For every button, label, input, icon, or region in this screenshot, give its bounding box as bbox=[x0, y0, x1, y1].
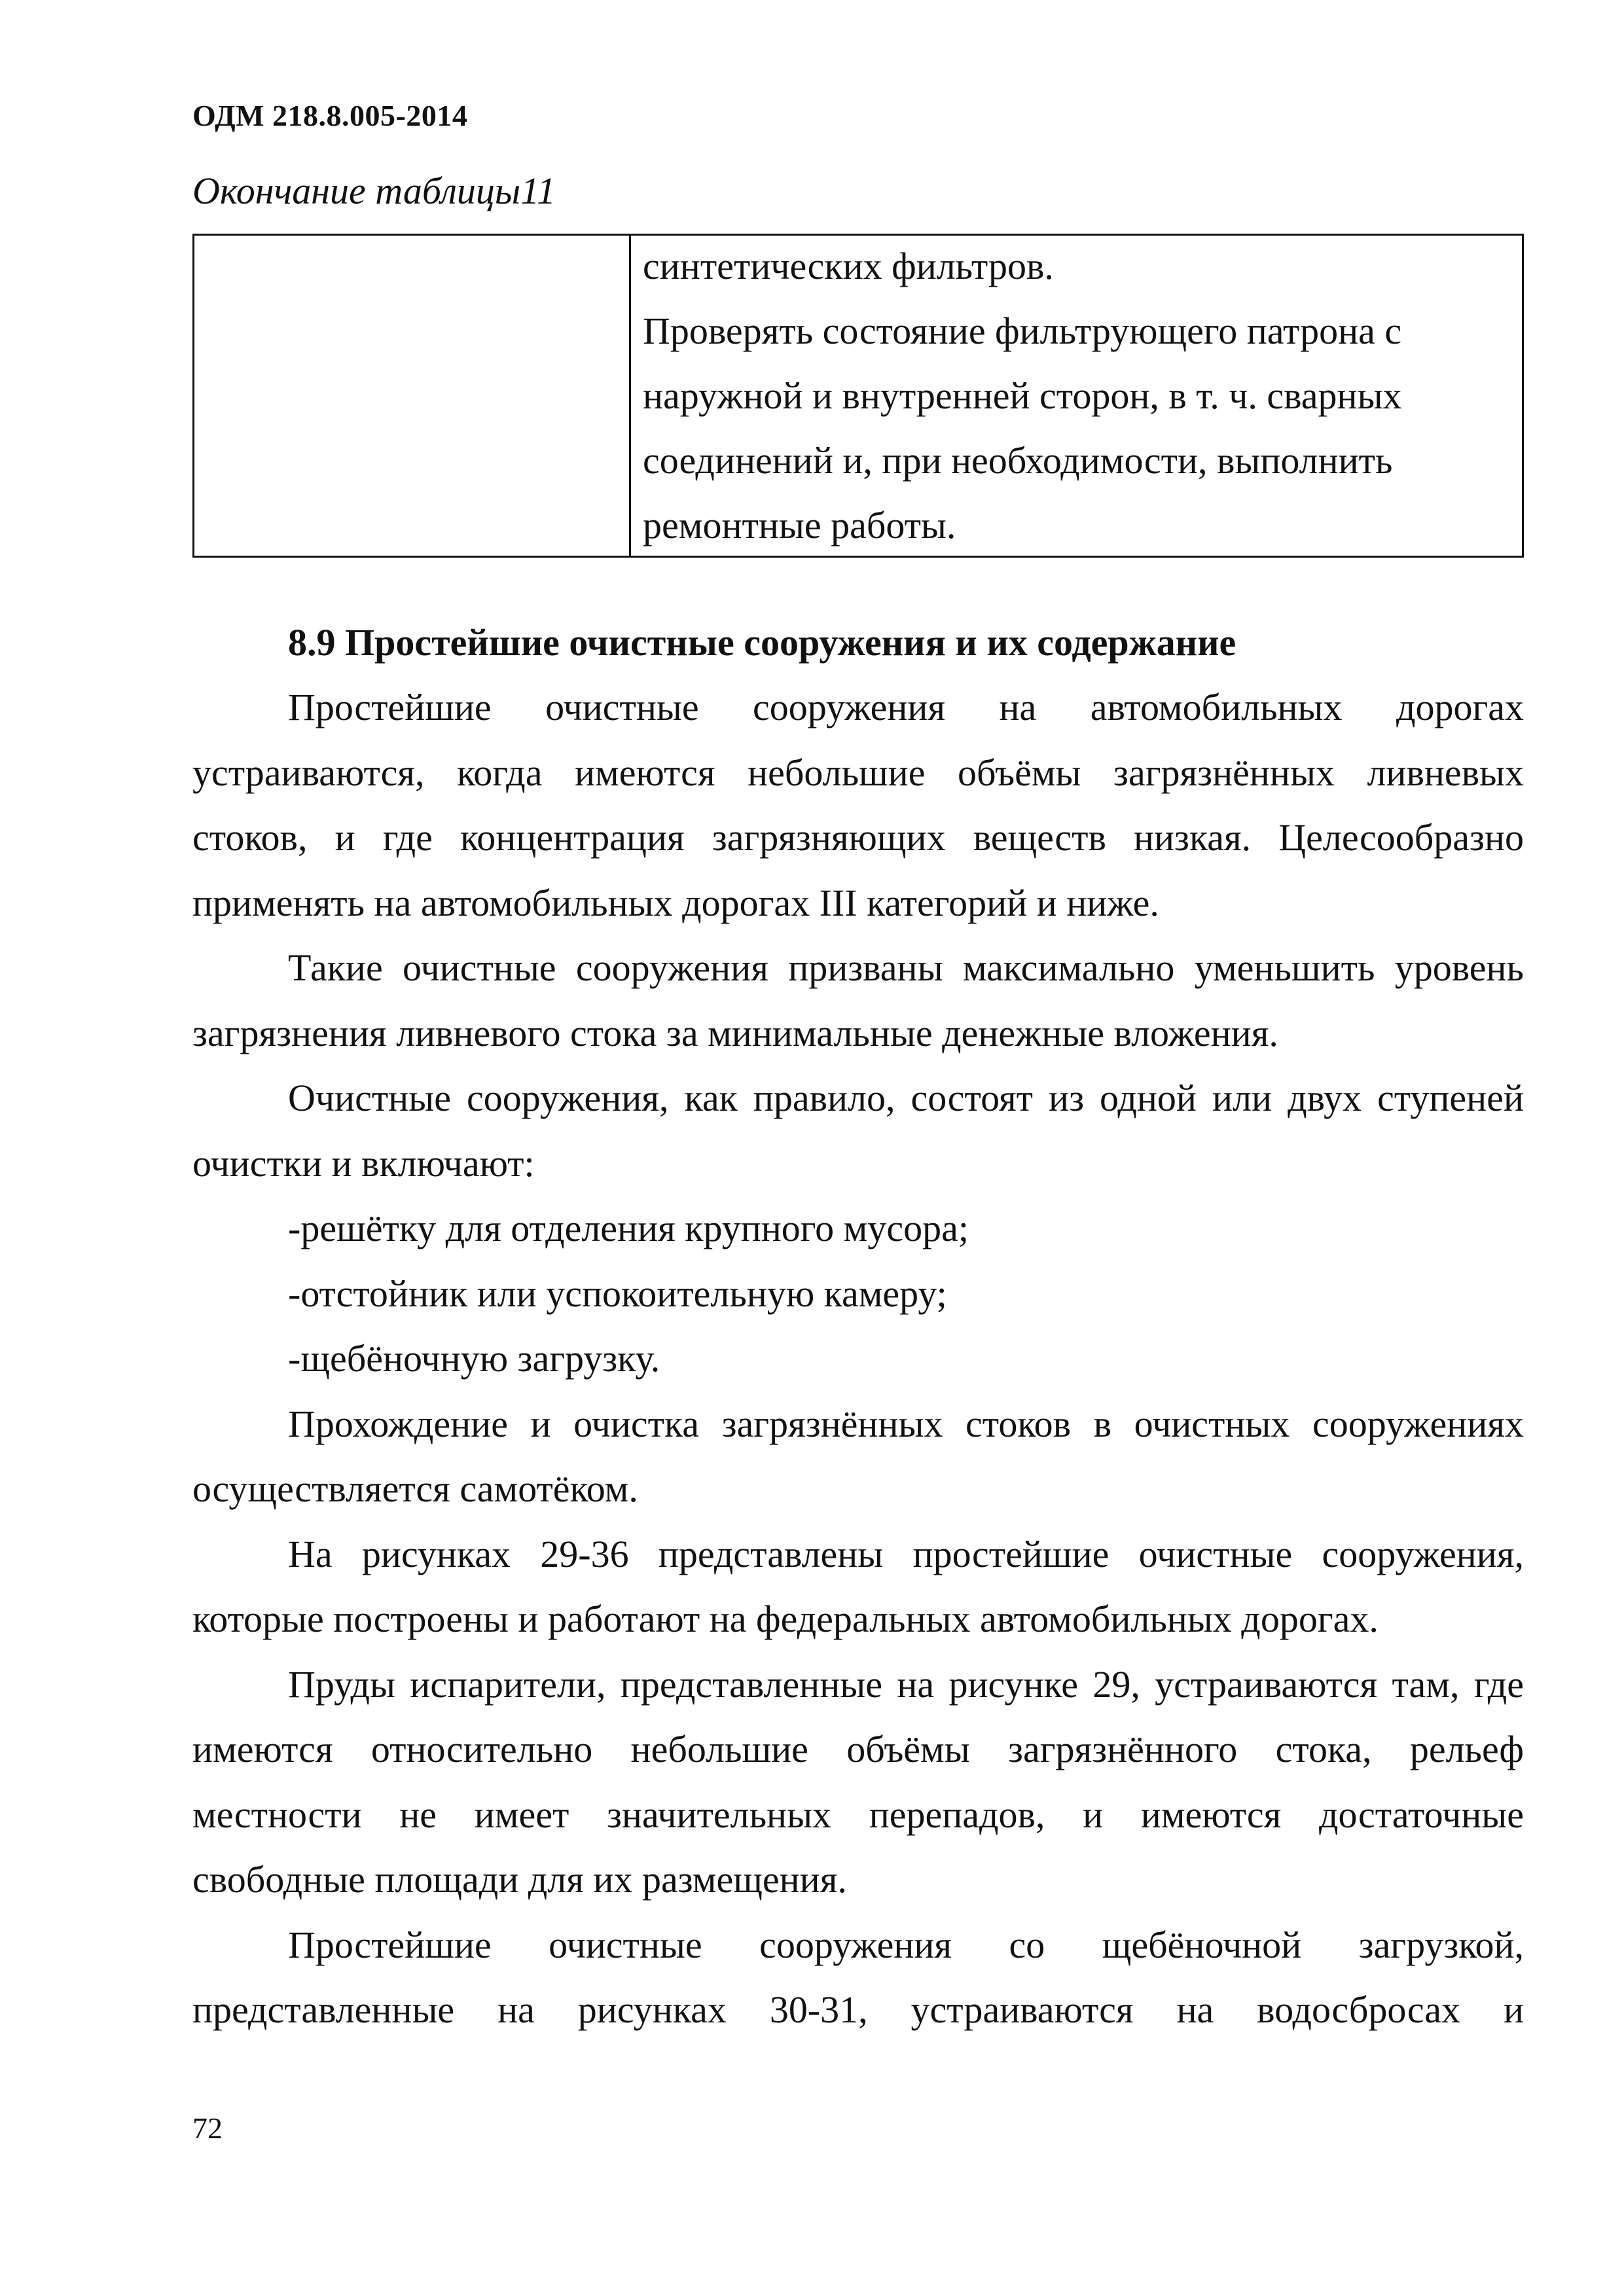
table-cell-line: синтетических фильтров. bbox=[643, 245, 1054, 287]
paragraph-line: Пруды испарители, представленные на рисунке 29, устраиваются там, где bbox=[288, 1662, 1524, 1706]
paragraph-line: свободные площади для их размещения. bbox=[192, 1858, 847, 1901]
paragraph-line: Простейшие очистные сооружения со щебёночной загрузкой, bbox=[288, 1923, 1524, 1966]
table-cell-line: ремонтные работы. bbox=[643, 504, 956, 547]
paragraph-line: стоков, и где концентрация загрязняющих веществ низкая. Целесообразно bbox=[192, 816, 1524, 859]
document-code: ОДМ 218.8.005-2014 bbox=[192, 99, 468, 132]
page-number: 72 bbox=[192, 2111, 223, 2145]
table-caption: Окончание таблицы11 bbox=[192, 170, 556, 212]
paragraph-line: осуществляется самотёком. bbox=[192, 1467, 638, 1510]
paragraph-line: загрязнения ливневого стока за минимальные денежные вложения. bbox=[192, 1011, 1278, 1054]
list-item: -отстойник или успокоительную камеру; bbox=[288, 1272, 947, 1315]
paragraph-line: которые построены и работают на федеральных автомобильных дорогах. bbox=[192, 1598, 1379, 1640]
paragraph-line: представленные на рисунках 30-31, устраиваются на водосбросах и bbox=[192, 1988, 1524, 2031]
paragraph-line: Такие очистные сооружения призваны максимально уменьшить уровень bbox=[288, 946, 1524, 989]
paragraph-line: На рисунках 29-36 представлены простейшие очистные сооружения, bbox=[288, 1532, 1524, 1575]
paragraph-line: Прохождение и очистка загрязнённых стоков в очистных сооружениях bbox=[288, 1402, 1524, 1445]
paragraph-line: устраиваются, когда имеются небольшие объёмы загрязнённых ливневых bbox=[192, 751, 1524, 794]
table-column-divider bbox=[629, 236, 631, 556]
paragraph-line: местности не имеет значительных перепадов, и имеются достаточные bbox=[192, 1793, 1524, 1836]
paragraph-line: применять на автомобильных дорогах III категорий и ниже. bbox=[192, 881, 1159, 924]
table-cell-line: соединений и, при необходимости, выполнить bbox=[643, 439, 1393, 482]
paragraph-line: очистки и включают: bbox=[192, 1141, 535, 1185]
table-right-cell bbox=[643, 241, 1513, 565]
paragraph-line: имеются относительно небольшие объёмы загрязнённого стока, рельеф bbox=[192, 1728, 1524, 1770]
paragraph-line: Очистные сооружения, как правило, состоят из одной или двух ступеней bbox=[288, 1077, 1524, 1119]
paragraph-line: Простейшие очистные сооружения на автомобильных дорогах bbox=[288, 686, 1524, 728]
section-heading: 8.9 Простейшие очистные сооружения и их содержание bbox=[288, 621, 1236, 664]
table-cell-line: наружной и внутренней сторон, в т. ч. сварных bbox=[643, 374, 1402, 417]
table-cell-line: Проверять состояние фильтрующего патрона с bbox=[643, 310, 1402, 352]
table-continuation bbox=[192, 234, 1524, 558]
section-body bbox=[192, 610, 1524, 2043]
list-item: -щебёночную загрузку. bbox=[288, 1337, 660, 1380]
list-item: -решётку для отделения крупного мусора; bbox=[288, 1207, 969, 1249]
